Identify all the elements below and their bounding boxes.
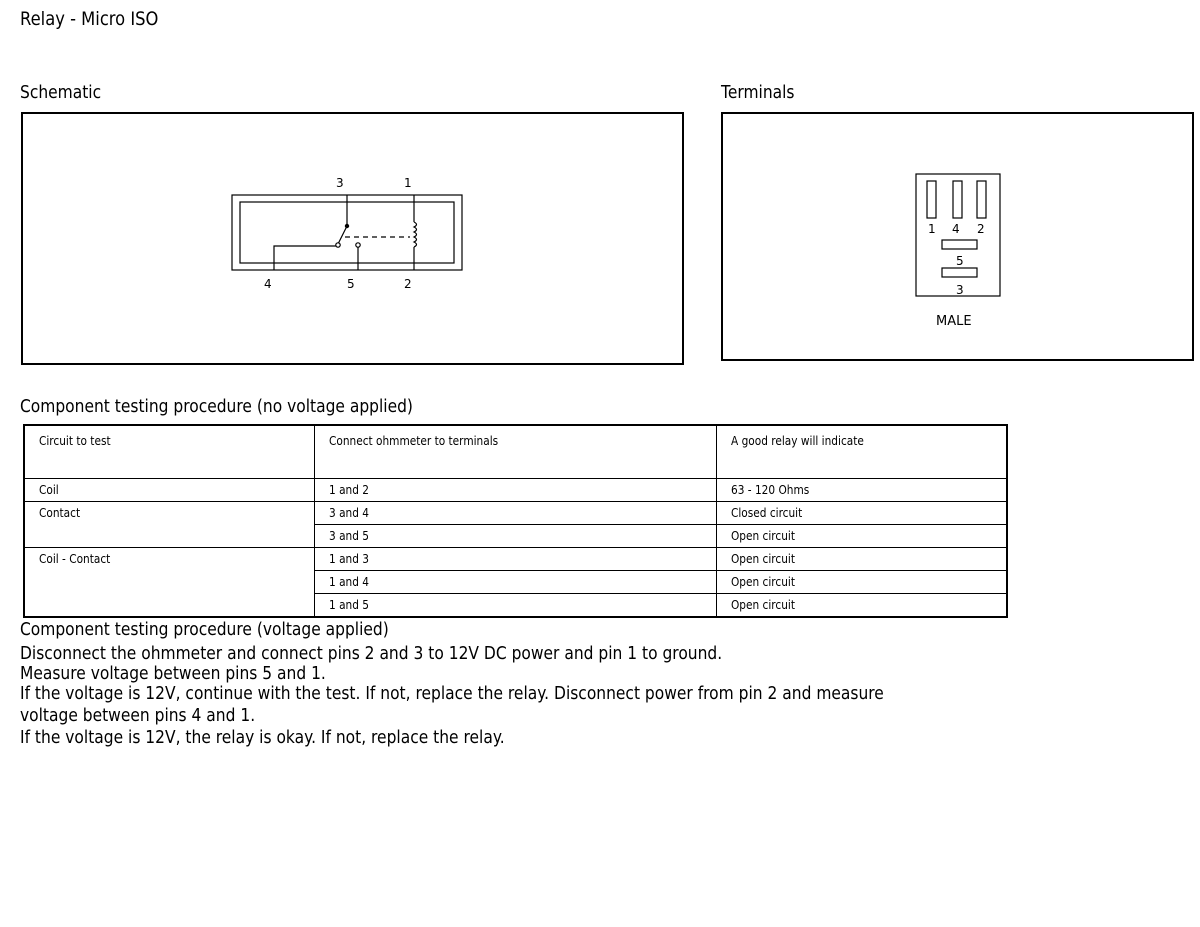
- table-row: [24, 594, 1007, 618]
- coil-winding: [414, 222, 417, 247]
- blade-5: [942, 240, 977, 249]
- table-cell: [24, 571, 314, 594]
- table-cell: 3 and 4: [314, 502, 716, 525]
- table-cell: Coil - Contact: [24, 548, 314, 571]
- terminal-label-5: 5: [956, 254, 964, 268]
- voltage-step-line: If the voltage is 12V, the relay is okay. If not, replace the relay.: [20, 727, 505, 748]
- table-row: [24, 525, 1007, 548]
- table-cell: Open circuit: [716, 571, 1007, 594]
- voltage-step-line: If the voltage is 12V, continue with the test. If not, replace the relay. Disconnect power from pin 2 and measure: [20, 683, 884, 704]
- terminal-label-4: 4: [952, 222, 960, 236]
- table-row: [24, 548, 1007, 571]
- blade-4: [953, 181, 962, 218]
- table-cell: Open circuit: [716, 525, 1007, 548]
- testing-table: [23, 424, 1008, 618]
- voltage-step-line: voltage between pins 4 and 1.: [20, 705, 256, 726]
- terminal-caption: MALE: [936, 314, 972, 329]
- terminal-label-1: 1: [928, 222, 936, 236]
- table-cell: 63 - 120 Ohms: [716, 479, 1007, 502]
- table-cell: Open circuit: [716, 548, 1007, 571]
- terminal-label-3: 3: [956, 283, 964, 297]
- table-cell: 1 and 2: [314, 479, 716, 502]
- table-cell: Contact: [24, 502, 314, 525]
- terminal-label-2: 2: [977, 222, 985, 236]
- pin-label-2: 2: [404, 277, 412, 291]
- switch-blade: [338, 226, 347, 244]
- contact-5-node: [356, 243, 360, 247]
- table-cell: 1 and 5: [314, 594, 716, 618]
- table-row: [24, 571, 1007, 594]
- voltage-step-line: Measure voltage between pins 5 and 1.: [20, 663, 326, 684]
- voltage-step-line: Disconnect the ohmmeter and connect pins 2 and 3 to 12V DC power and pin 1 to ground.: [20, 643, 723, 664]
- table-cell: Coil: [24, 479, 314, 502]
- table-cell: 1 and 3: [314, 548, 716, 571]
- schematic-frame: [21, 112, 684, 365]
- terminals-frame: [721, 112, 1194, 361]
- voltage-heading: Component testing procedure (voltage applied): [20, 619, 389, 640]
- no-voltage-heading: Component testing procedure (no voltage applied): [20, 396, 413, 417]
- pin-label-1: 1: [404, 176, 412, 190]
- blade-1: [927, 181, 936, 218]
- table-cell: Closed circuit: [716, 502, 1007, 525]
- schematic-heading: Schematic: [20, 82, 102, 103]
- pin-label-3: 3: [336, 176, 344, 190]
- page-title: Relay - Micro ISO: [20, 8, 159, 30]
- terminal-layout-diagram: [723, 114, 1192, 359]
- terminals-heading: Terminals: [721, 82, 795, 103]
- blade-3: [942, 268, 977, 277]
- pin-label-5: 5: [347, 277, 355, 291]
- relay-schematic-diagram: [23, 114, 682, 363]
- table-cell: Open circuit: [716, 594, 1007, 618]
- pin-label-4: 4: [264, 277, 272, 291]
- pin4-lead: [274, 246, 336, 270]
- table-cell: [24, 594, 314, 618]
- table-cell: [24, 525, 314, 548]
- column-header: Connect ohmmeter to terminals: [314, 425, 716, 479]
- table-header-row: [24, 425, 1007, 479]
- table-cell: 1 and 4: [314, 571, 716, 594]
- contact-4-node: [336, 243, 340, 247]
- column-header: Circuit to test: [24, 425, 314, 479]
- table-cell: 3 and 5: [314, 525, 716, 548]
- blade-2: [977, 181, 986, 218]
- table-row: [24, 502, 1007, 525]
- column-header: A good relay will indicate: [716, 425, 1007, 479]
- table-row: [24, 479, 1007, 502]
